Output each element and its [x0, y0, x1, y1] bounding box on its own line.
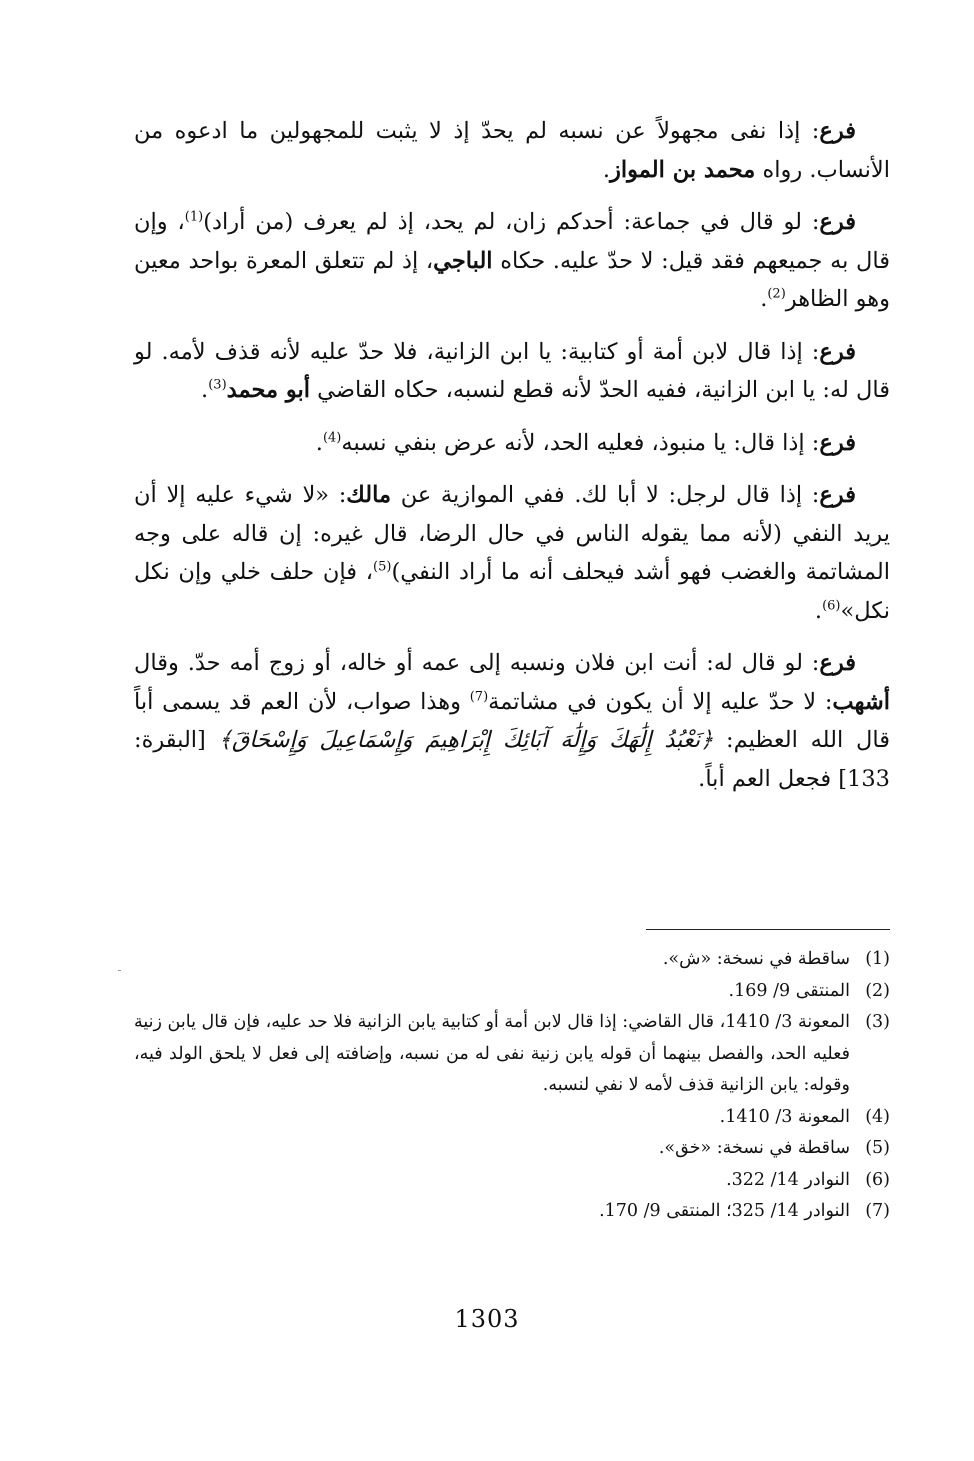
paragraph-label: فرع [819, 650, 856, 676]
paragraph-text: : لا حدّ عليه إلا أن يكون في مشاتمة [488, 688, 833, 715]
paragraph-2 [134, 203, 890, 319]
footnote-number: (1) [865, 949, 890, 969]
footnote-number: (5) [865, 1138, 890, 1158]
person-name: محمد بن المواز [610, 156, 756, 183]
paragraph-label: فرع [819, 118, 856, 144]
footnote-ref[interactable]: (3) [208, 377, 227, 393]
person-name: أبو محمد [226, 377, 311, 403]
footnote-ref[interactable]: (4) [322, 430, 342, 445]
footnote-ref[interactable]: (6) [822, 598, 841, 613]
paragraph-label: فرع [819, 209, 857, 235]
footnote-3 [134, 1007, 890, 1102]
footnote-text: المعونة 3/ 1410. [719, 1106, 850, 1127]
footnote-ref[interactable]: (1) [184, 209, 204, 225]
footnote-4 [134, 1102, 890, 1134]
paragraph-text: ، وإن قال به جميعهم فقد قيل: لا حدّ عليه. حكاه [134, 209, 890, 274]
paragraph-label: فرع [819, 338, 856, 365]
paragraph-text: . [760, 286, 768, 312]
paragraph-5 [134, 476, 890, 630]
person-name: الباجي [433, 247, 493, 274]
paragraph-text: : «لا شيء عليه إلا أن يريد النفي (لأنه مما يقوله الناس في حال الرضا، قال غيره: إن قاله على وجه المشاتمة والغضب فهو أشد فيحلف أنه ما أراد النفي) [134, 482, 890, 585]
paragraph-text: . [602, 156, 610, 183]
footnote-separator [646, 929, 890, 930]
paragraph-text: . [814, 597, 823, 624]
footnote-number: (7) [865, 1201, 890, 1221]
footnote-2 [134, 976, 890, 1008]
paragraph-text: [البقرة: 133] فجعل العم أباً. [134, 727, 890, 792]
paragraph-text: : إذا قال لرجل: لا أبا لك. ففي الموازية عن [391, 482, 820, 508]
paragraph-4 [134, 424, 890, 463]
paragraph-1 [134, 112, 890, 189]
paragraph-text: : إذا قال لابن أمة أو كتابية: يا ابن الزانية، فلا حدّ عليه لأنه قذف لأمه. لو قال له: يا ابن الزانية، ففيه الحدّ لأنه قطع لنسبه، حكاه القاضي [134, 338, 890, 403]
quran-verse: ﴿نَعْبُدُ إِلَٰهَكَ وَإِلَٰهَ آبَائِكَ إِبْرَاهِيمَ وَإِسْمَاعِيلَ وَإِسْحَاقَ﴾ [218, 727, 714, 753]
footnote-ref[interactable]: (2) [767, 286, 786, 302]
footnote-number: (2) [865, 980, 890, 1001]
person-name: مالك [346, 482, 392, 508]
paragraph-label: فرع [819, 482, 856, 508]
footnote-7 [134, 1196, 890, 1228]
person-name: أشهب [832, 688, 890, 715]
paragraph-text: : إذا نفى مجهولاً عن نسبه لم يحدّ إذ لا يثبت للمجهولين ما ادعوه من الأنساب. رواه [134, 118, 890, 183]
footnote-number: (4) [865, 1106, 890, 1127]
footnote-text: النوادر 14/ 325؛ المنتقى 9/ 170. [599, 1201, 850, 1221]
footnote-text: المنتقى 9/ 169. [728, 980, 850, 1001]
paragraph-text: . [201, 377, 209, 403]
footnote-text: المعونة 3/ 1410، قال القاضي: إذا قال لابن أمة أو كتابية يابن الزانية فلا حد عليه، فإن قال يابن زنية فعليه الحد، والفصل بينهما أن قوله يابن زنية نفى له من نسبه، وإضافته إلى فعل لا يلحق الولد فيه، وقوله: يابن الزانية قذف لأمه لا نفي لنسبه. [134, 1012, 850, 1095]
footnote-text: ساقطة في نسخة: «ش». [662, 949, 850, 969]
footnote-text: النوادر 14/ 322. [726, 1169, 850, 1190]
scan-mark [118, 970, 121, 971]
paragraph-text: : لو قال في جماعة: أحدكم زان، لم يحد، إذ لم يعرف (من أراد) [203, 209, 820, 235]
paragraph-label: فرع [819, 429, 856, 456]
footnote-5 [134, 1133, 890, 1165]
paragraph-6 [134, 644, 890, 798]
paragraph-text: : لو قال له: أنت ابن فلان ونسبه إلى عمه أو خاله، أو زوج أمه حدّ. وقال [134, 650, 820, 676]
footnote-number: (6) [865, 1169, 890, 1190]
page-number: 1303 [454, 1305, 520, 1333]
footnote-ref[interactable]: (7) [469, 689, 489, 704]
footnote-6 [134, 1165, 890, 1197]
footnote-text: ساقطة في نسخة: «خق». [658, 1138, 850, 1158]
paragraph-text: ، إذ لم تتعلق المعرة بواحد معين وهو الظاهر [134, 247, 890, 312]
paragraph-text: : إذا قال: يا منبوذ، فعليه الحد، لأنه عرض بنفي نسبه [341, 429, 820, 456]
paragraph-text: . [315, 429, 323, 456]
footnote-number: (3) [865, 1012, 890, 1032]
footnotes [134, 944, 890, 1228]
footnote-1 [134, 944, 890, 976]
main-text [134, 112, 890, 798]
paragraph-text: وهذا صواب، لأن العم قد يسمى أباً قال الله العظيم: [134, 688, 890, 753]
footnote-ref[interactable]: (5) [373, 559, 392, 575]
paragraph-text: ، فإن حلف خلي وإن نكل نكل» [134, 559, 890, 624]
paragraph-3 [134, 333, 890, 410]
